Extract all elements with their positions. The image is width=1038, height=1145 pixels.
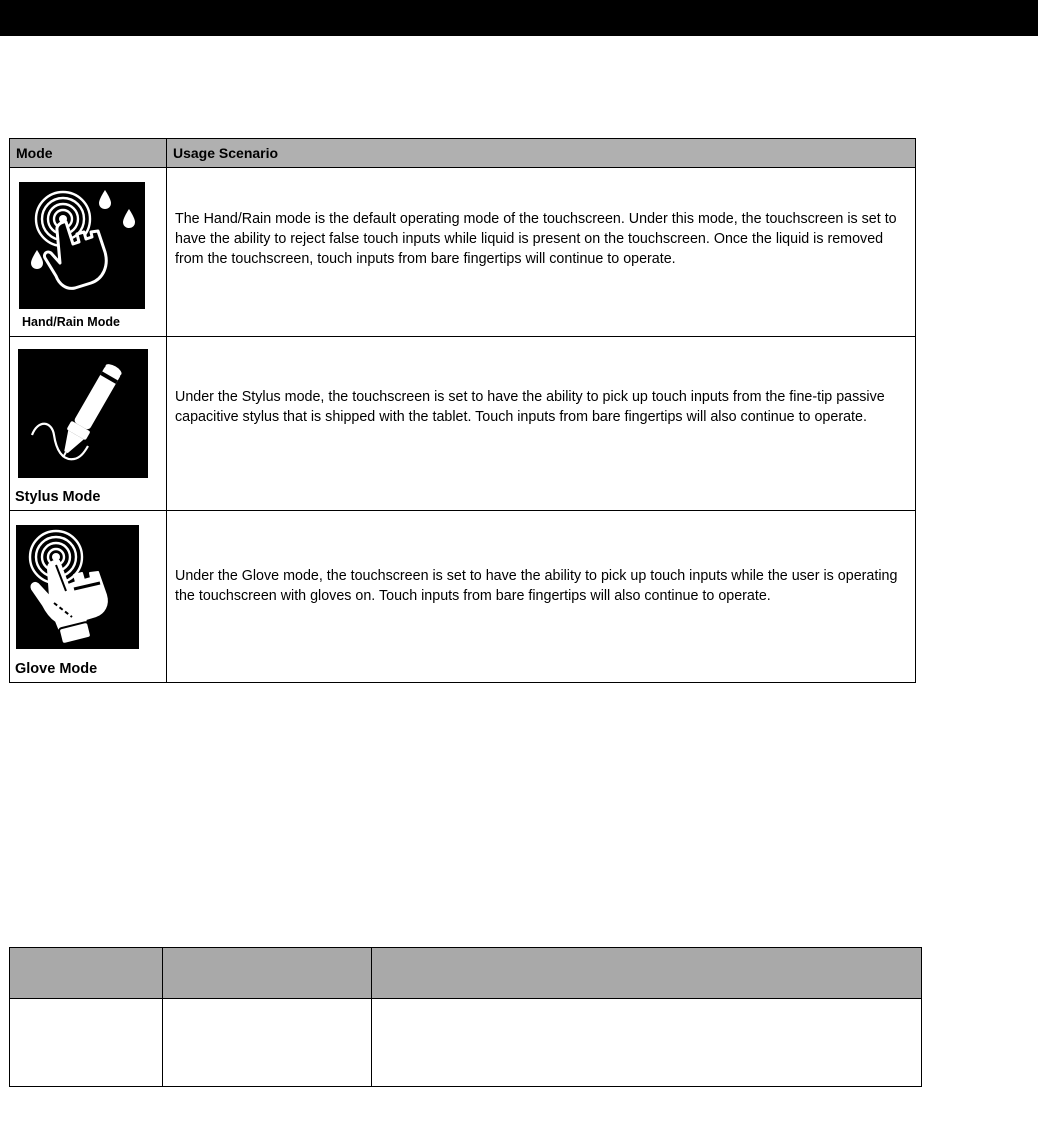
table-row — [10, 168, 916, 337]
empty-table-header-row — [10, 948, 922, 999]
usage-cell-glove — [167, 511, 916, 683]
usage-description: Under the Stylus mode, the touchscreen is set to have the ability to pick up touch inputs from the fine-tip passive capacitive stylus that is shipped with the tablet. Touch inputs from bare fingertips will also continue to operate. — [175, 389, 885, 425]
mode-cell-hand-rain — [10, 168, 167, 337]
mode-label-stylus: Stylus Mode — [15, 489, 101, 505]
empty-table — [9, 947, 922, 1087]
empty-header-cell — [10, 948, 163, 999]
stylus-icon — [18, 349, 148, 478]
empty-header-cell — [163, 948, 372, 999]
glove-icon — [16, 525, 139, 649]
top-black-bar — [0, 0, 1038, 36]
empty-cell — [372, 999, 922, 1087]
mode-label-hand-rain: Hand/Rain Mode — [22, 315, 120, 329]
touch-modes-table — [9, 138, 916, 683]
table-header-row — [10, 139, 916, 168]
header-mode: Mode — [10, 139, 167, 168]
mode-cell-glove — [10, 511, 167, 683]
usage-cell-stylus — [167, 337, 916, 511]
mode-cell-stylus — [10, 337, 167, 511]
empty-table-row — [10, 999, 922, 1087]
table-row — [10, 511, 916, 683]
empty-cell — [10, 999, 163, 1087]
empty-header-cell — [372, 948, 922, 999]
table-row — [10, 337, 916, 511]
hand-rain-icon — [19, 182, 145, 309]
usage-cell-hand-rain — [167, 168, 916, 337]
usage-description: The Hand/Rain mode is the default operating mode of the touchscreen. Under this mode, the touchscreen is set to have the ability to reject false touch inputs while liquid is present on the touchscreen. Once the liquid is removed from the touchscreen, touch inputs from bare fingertips will continue to operate. — [175, 211, 897, 267]
header-usage-scenario: Usage Scenario — [167, 139, 916, 168]
mode-label-glove: Glove Mode — [15, 661, 98, 677]
usage-description: Under the Glove mode, the touchscreen is set to have the ability to pick up touch inputs while the user is operating the touchscreen with gloves on. Touch inputs from bare fingertips will also continue to operate. — [175, 568, 898, 604]
empty-cell — [163, 999, 372, 1087]
